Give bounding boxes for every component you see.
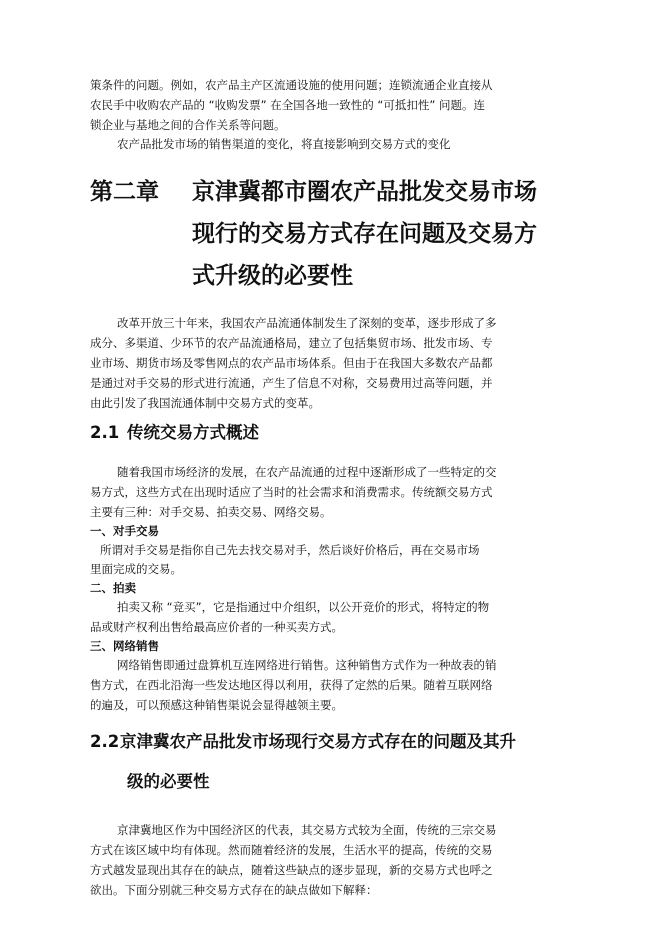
chapter-title-line-3: 式升级的必要性 xyxy=(192,262,353,289)
section-1-intro-line-1: 随着我国市场经济的发展，在农产品流通的过程中逐渐形成了一些特定的交 xyxy=(117,465,497,479)
section-1-title: 传统交易方式概述 xyxy=(127,423,259,442)
section-2-title-line-1: 京津冀农产品批发市场现行交易方式存在的问题及其升 xyxy=(120,732,516,751)
section-1-intro-line-3: 主要有三种：对手交易、拍卖交易、网络交易。 xyxy=(90,505,332,519)
chapter-intro-line-2: 成分、多渠道、少环节的农产品流通格局，建立了包括集贸市场、批发市场、专 xyxy=(90,336,493,350)
intro-last-line: 农产品批发市场的销售渠道的变化，将直接影响到交易方式的变化 xyxy=(117,137,451,151)
chapter-intro-line-1: 改革开放三十年来，我国农产品流通体制发生了深刻的变革，逐步形成了多 xyxy=(117,316,497,330)
item-1-heading: 一、对手交易 xyxy=(90,524,159,538)
chapter-title-line-2: 现行的交易方式存在问题及交易方 xyxy=(192,220,537,247)
item-2-heading: 二、拍卖 xyxy=(90,581,136,595)
section-1-number: 2.1 xyxy=(90,423,120,442)
intro-line-2: 农民手中收购农产品的 “收购发票” 在全国各地一致性的 “可抵扣性” 问题。连 xyxy=(90,98,485,112)
item-3-heading: 三、网络销售 xyxy=(90,639,159,653)
section-2-line-1: 京津冀地区作为中国经济区的代表，其交易方式较为全面，传统的三宗交易 xyxy=(117,823,497,837)
chapter-intro-line-3: 业市场、期货市场及零售网点的农产品市场体系。但由于在我国大多数农产品都 xyxy=(90,356,493,370)
chapter-intro-line-4: 是通过对手交易的形式进行流通，产生了信息不对称，交易费用过高等问题，并 xyxy=(90,376,493,390)
chapter-intro-line-5: 由此引发了我国流通体制中交易方式的变革。 xyxy=(90,396,320,410)
intro-line-3: 锁企业与基地之间的合作关系等问题。 xyxy=(90,118,286,132)
item-2-line-2: 品或财产权利出售给最高应价者的一种买卖方式。 xyxy=(90,620,343,634)
item-3-line-3: 的遍及，可以预感这种销售渠说会显得越领主要。 xyxy=(90,698,343,712)
item-3-line-1: 网络销售即通过盘算机互连网络进行销售。这种销售方式作为一种故表的销 xyxy=(117,658,497,672)
item-1-line-1: 所谓对手交易是指你自己先去找交易对手，然后谈好价格后，再在交易市场 xyxy=(100,543,480,557)
section-1-intro-line-2: 易方式，这些方式在出现时适应了当时的社会需求和消费需求。传统额交易方式 xyxy=(90,485,493,499)
intro-line-1: 策条件的问题。例如，农产品主产区流通设施的使用问题；连锁流通企业直接从 xyxy=(90,78,493,92)
item-3-line-2: 售方式，在西北沿海一些发达地区得以利用，获得了定然的后果。随着互联网络 xyxy=(90,678,493,692)
section-2-number: 2.2 xyxy=(90,732,120,751)
chapter-title-line-1: 京津冀都市圈农产品批发交易市场 xyxy=(192,178,537,205)
section-2-line-3: 方式越发显现出其存在的缺点，随着这些缺点的逐步显现，新的交易方式也呼之 xyxy=(90,863,493,877)
item-1-line-2: 里面完成的交易。 xyxy=(90,562,182,576)
section-2-line-2: 方式在该区域中均有体现。然而随着经济的发展，生活水平的提高，传统的交易 xyxy=(90,843,493,857)
section-2-line-4: 欲出。下面分别就三种交易方式存在的缺点做如下解释： xyxy=(90,883,378,897)
chapter-number: 第二章 xyxy=(90,178,159,205)
item-2-line-1: 拍卖又称 “竞买”，它是指通过中介组织，以公开竞价的形式，将特定的物 xyxy=(117,600,490,614)
section-2-title-line-2: 级的必要性 xyxy=(127,772,210,791)
